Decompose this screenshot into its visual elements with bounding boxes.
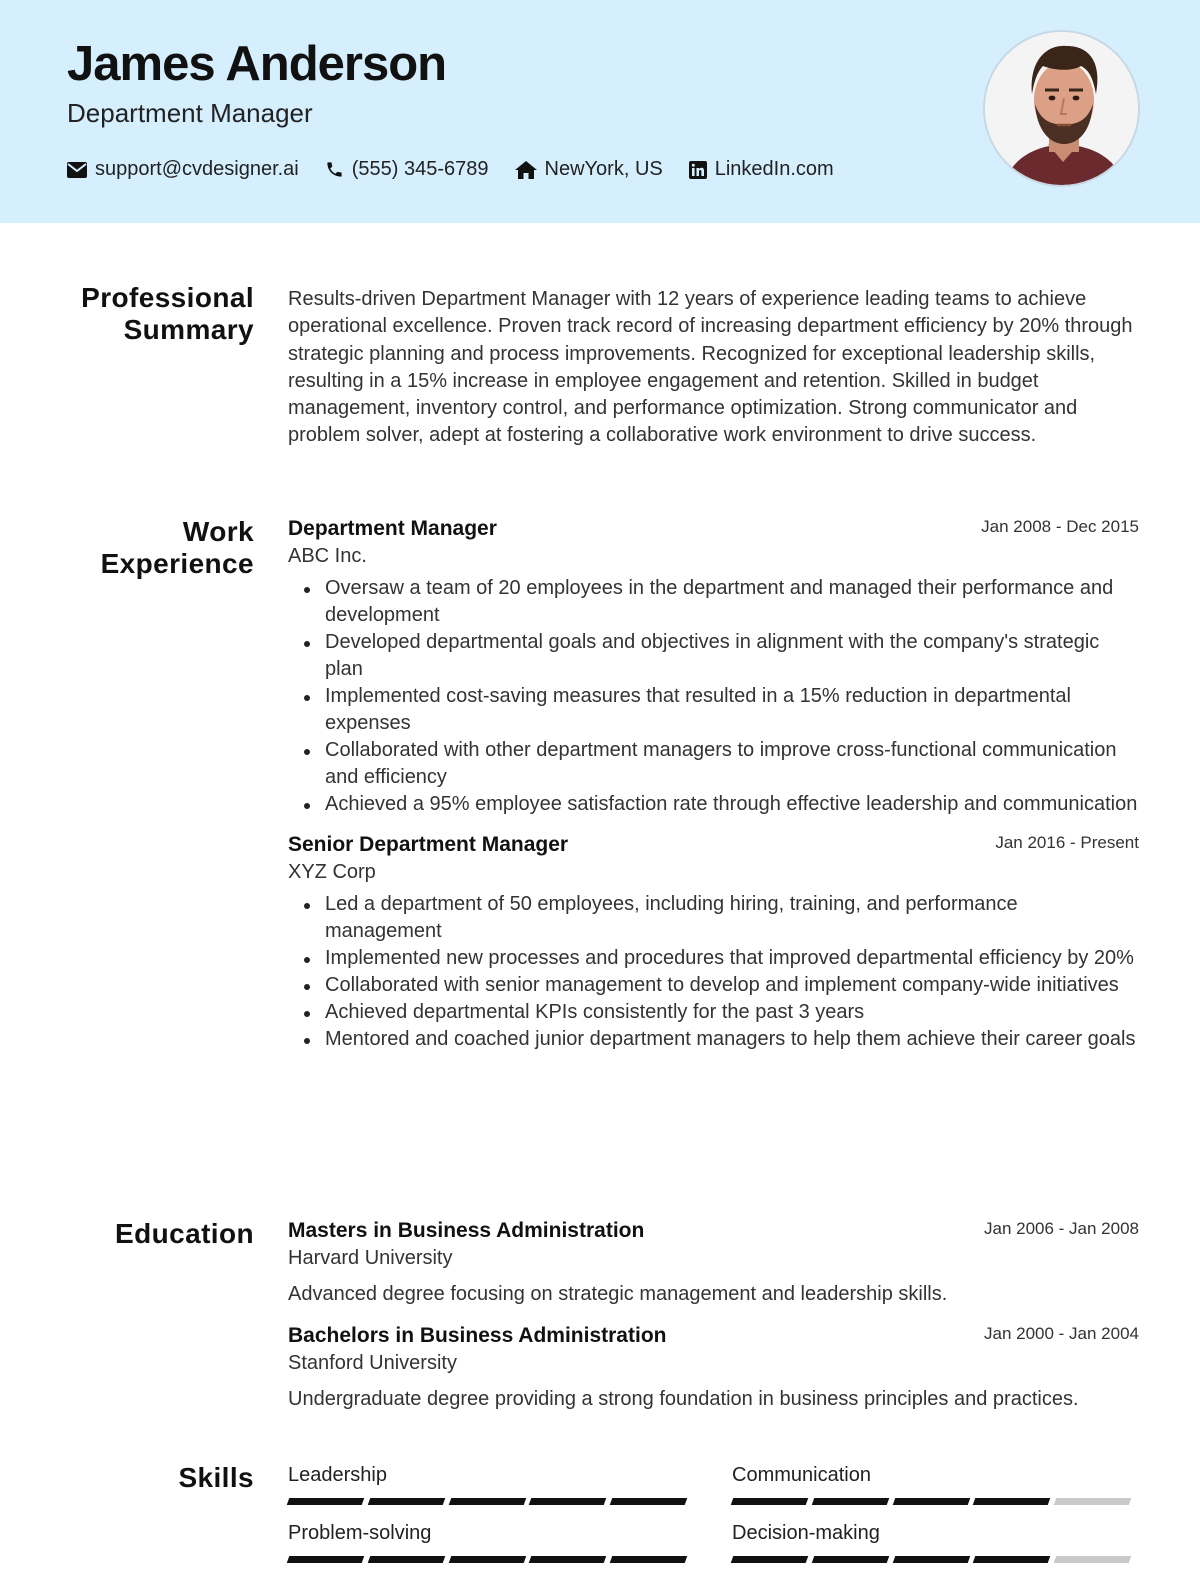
bullet-item: Implemented cost-saving measures that resulted in a 15% reduction in departmental expenses <box>288 683 1139 737</box>
skill-level-bar <box>732 1556 1130 1563</box>
bullet-item: Developed departmental goals and objectives in alignment with the company's strategic plan <box>288 629 1139 683</box>
skill-item <box>288 1520 686 1563</box>
linkedin-icon <box>689 161 707 179</box>
contact-location <box>515 158 663 181</box>
job-bullets <box>288 891 1139 1053</box>
job-title: Senior Department Manager <box>288 833 569 856</box>
portrait-illustration <box>985 32 1140 187</box>
contact-linkedin[interactable] <box>689 158 834 181</box>
skill-name: Decision-making <box>732 1522 880 1544</box>
job-company: XYZ Corp <box>288 861 376 883</box>
bullet-item: Implemented new processes and procedures that improved departmental efficiency by 20% <box>288 945 1139 972</box>
education-description: Undergraduate degree providing a strong foundation in business principles and practices. <box>288 1388 1079 1410</box>
candidate-name: James Anderson <box>67 37 447 91</box>
bullet-item: Oversaw a team of 20 employees in the department and managed their performance and development <box>288 575 1139 629</box>
skill-level-segment <box>973 1556 1050 1563</box>
education-entry <box>288 1323 1139 1412</box>
education-dates: Jan 2000 - Jan 2004 <box>983 1324 1139 1343</box>
job-company: ABC Inc. <box>288 545 367 567</box>
bullet-item: Led a department of 50 employees, including hiring, training, and performance management <box>288 891 1139 945</box>
bullet-item: Achieved a 95% employee satisfaction rate through effective leadership and communication <box>288 791 1139 818</box>
skill-level-segment <box>529 1556 606 1563</box>
skill-level-segment <box>610 1556 687 1563</box>
skill-level-segment <box>368 1556 445 1563</box>
profile-photo <box>983 30 1140 187</box>
phone-text: (555) 345-6789 <box>351 158 489 180</box>
home-icon <box>515 161 537 179</box>
skill-level-segment <box>368 1498 445 1505</box>
skill-level-segment <box>892 1556 969 1563</box>
school-name: Harvard University <box>288 1247 453 1269</box>
bullet-item: Achieved departmental KPIs consistently for the past 3 years <box>288 999 1139 1026</box>
skill-level-segment <box>731 1498 808 1505</box>
summary-heading-line1: Professional <box>81 282 254 313</box>
job-bullets <box>288 575 1139 818</box>
bullet-item: Collaborated with other department managers to improve cross-functional communication and efficiency <box>288 737 1139 791</box>
skill-level-segment <box>448 1498 525 1505</box>
contact-phone[interactable] <box>325 158 489 181</box>
job-dates: Jan 2016 - Present <box>995 833 1139 852</box>
school-name: Stanford University <box>288 1352 457 1374</box>
skill-level-bar <box>732 1498 1130 1505</box>
skill-item <box>288 1462 686 1505</box>
contact-email[interactable] <box>67 158 299 181</box>
experience-heading <box>34 516 254 580</box>
skill-name: Leadership <box>288 1464 387 1486</box>
summary-heading-line2: Summary <box>123 314 254 345</box>
skill-level-segment <box>812 1556 889 1563</box>
skills-heading: Skills <box>178 1462 254 1493</box>
skill-item <box>732 1520 1130 1563</box>
experience-heading-line2: Experience <box>100 548 254 579</box>
education-description: Advanced degree focusing on strategic management and leadership skills. <box>288 1283 948 1305</box>
skill-level-segment <box>287 1498 364 1505</box>
job-entry <box>288 516 1139 818</box>
skill-level-segment <box>731 1556 808 1563</box>
skill-level-bar <box>288 1498 686 1505</box>
skill-name: Communication <box>732 1464 871 1486</box>
skill-level-segment <box>529 1498 606 1505</box>
degree-title: Masters in Business Administration <box>288 1219 645 1242</box>
envelope-icon <box>67 162 87 178</box>
skill-level-segment <box>1054 1498 1131 1505</box>
skill-level-segment <box>610 1498 687 1505</box>
bullet-item: Collaborated with senior management to develop and implement company-wide initiatives <box>288 972 1139 999</box>
degree-title: Bachelors in Business Administration <box>288 1324 667 1347</box>
job-entry <box>288 832 1139 1053</box>
candidate-role: Department Manager <box>67 98 313 128</box>
linkedin-text: LinkedIn.com <box>714 158 834 180</box>
skill-level-segment <box>892 1498 969 1505</box>
summary-heading <box>34 282 254 346</box>
job-dates: Jan 2008 - Dec 2015 <box>981 517 1139 536</box>
location-text: NewYork, US <box>544 158 663 180</box>
skills-section <box>0 1462 1200 1572</box>
phone-icon <box>325 160 344 179</box>
skill-level-segment <box>287 1556 364 1563</box>
email-text: support@cvdesigner.ai <box>95 158 299 180</box>
skill-level-segment <box>973 1498 1050 1505</box>
education-entry <box>288 1218 1139 1307</box>
skill-name: Problem-solving <box>288 1522 432 1544</box>
skill-item <box>732 1462 1130 1505</box>
education-heading: Education <box>115 1218 254 1249</box>
summary-text: Results-driven Department Manager with 12 years of experience leading teams to achieve operational excellence. Proven track record of increasing department efficiency by 20% through strategic planning and process improvements. Recognized for exceptional leadership skills, resulting in a 15% increase in employee engagement and retention. Skilled in budget management, inventory control, and performance optimization. Strong communicator and problem solver, adept at fostering a collaborative work environment to drive success. <box>288 288 1133 447</box>
education-dates: Jan 2006 - Jan 2008 <box>983 1219 1139 1238</box>
job-title: Department Manager <box>288 517 497 540</box>
skill-level-segment <box>812 1498 889 1505</box>
resume-header <box>0 0 1200 223</box>
bullet-item: Mentored and coached junior department managers to help them achieve their career goals <box>288 1026 1139 1053</box>
contact-bar <box>67 158 834 181</box>
skill-level-segment <box>1054 1556 1131 1563</box>
experience-heading-line1: Work <box>182 516 254 547</box>
skill-level-segment <box>448 1556 525 1563</box>
skill-level-bar <box>288 1556 686 1563</box>
